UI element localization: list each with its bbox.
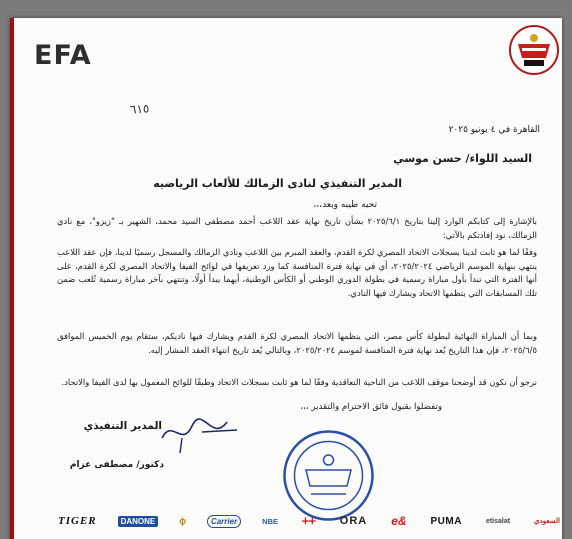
sponsor-logo: ⵜⵜ xyxy=(301,515,316,526)
sponsor-logo: etisalat xyxy=(485,517,511,525)
letter-paragraph-1: بالإشارة إلى كتابكم الوارد إلينا بتاريخ ٢٠٢٥/٦/١ بشأن تاريخ نهاية عقد اللاعب أحمد مصطفى السيد محمد، الشهير بـ "زيزو"، مع نادي الزمالك، نود إفادتكم بالآتي: xyxy=(57,216,537,240)
efa-logo: EFA xyxy=(34,40,92,71)
sponsor-logo: ORA xyxy=(339,515,368,527)
sponsor-logo: TIGER xyxy=(58,515,97,527)
official-stamp-icon xyxy=(281,428,376,523)
letter-date: القاهرة في ٤ يونيو ٢٠٢٥ xyxy=(448,125,540,135)
letter-paragraph-2: وفقًا لما هو ثابت لدينا بسجلات الاتحاد المصري لكرة القدم، والعقد المبرم بين اللاعب ونادي الزمالك والمسجل رسميًا لدينا، فإن عقد اللاعب ينتهي بنهاية الموسم الرياضي ٢٠٢٥/٢٠٢٤، أي في نهاية فترة المنافسة كما ورد تعريفها في لوائح الفيفا والاتحاد المصري لكرة القدم، على أنها الفترة التي تبدأ بأول مباراة رسمية في بطولة الدوري الوطني أو الكأس الوطنية، أيهما يبدأ أولًا، وتنتهي بآخر مباراة رسمية تُلعب ضمن تلك المسابقات التي ينظمها الاتحاد ويشارك فيها النادي. xyxy=(57,247,537,298)
letterhead-red-strip xyxy=(10,18,14,539)
reference-number: ٦١٥ xyxy=(129,101,150,117)
sponsor-logos-bar xyxy=(55,510,563,532)
signature-name: دكتور/ مصطفى عزام xyxy=(69,460,164,470)
sponsor-logo: NBE xyxy=(262,516,279,526)
sponsor-logo: ϕ xyxy=(179,516,186,526)
letter-closing: وتفضلوا بقبول فائق الاحترام والتقدير ،،، xyxy=(300,402,442,412)
efa-crest-icon xyxy=(508,24,560,76)
signature-title: المدير التنفيذي xyxy=(83,420,162,432)
sponsor-logo: PUMA xyxy=(430,515,462,527)
sponsor-logo: e& xyxy=(391,514,407,528)
letter-paragraph-4: نرجو أن نكون قد أوضحنا موقف اللاعب من الناحية التعاقدية وفقًا لما هو ثابت بسجلات الاتحاد وطبقًا للوائح المعمول بها لدى الفيفا والاتحاد. xyxy=(61,377,537,387)
letter-addressee-title: المدير التنفيذي لنادى الزمالك للألعاب الرياضيه xyxy=(153,177,402,190)
letter-paragraph-3: وبما أن المباراة النهائية لبطولة كأس مصر، التي ينظمها الاتحاد المصري لكرة القدم ويشارك فيها ناديكم، ستقام يوم الخميس الموافق ٢٠٢٥/٦/٥، فإن هذا التاريخ يُعد نهاية فترة المنافسة لموسم ٢٠٢٥/٢٠٢٤، وبالتالي يُعد تاريخ انتهاء العقد المشار إليه. xyxy=(57,331,537,355)
letter-greeting: تحيه طيبه وبعد،،، xyxy=(313,200,377,210)
handwritten-signature xyxy=(62,408,252,458)
letter-addressee: السيد اللواء/ حسن موسي xyxy=(393,152,532,165)
sponsor-logo: Carrier xyxy=(207,515,241,528)
sponsor-logo: السعودي xyxy=(534,518,560,525)
sponsor-logo: DANONE xyxy=(118,516,159,527)
